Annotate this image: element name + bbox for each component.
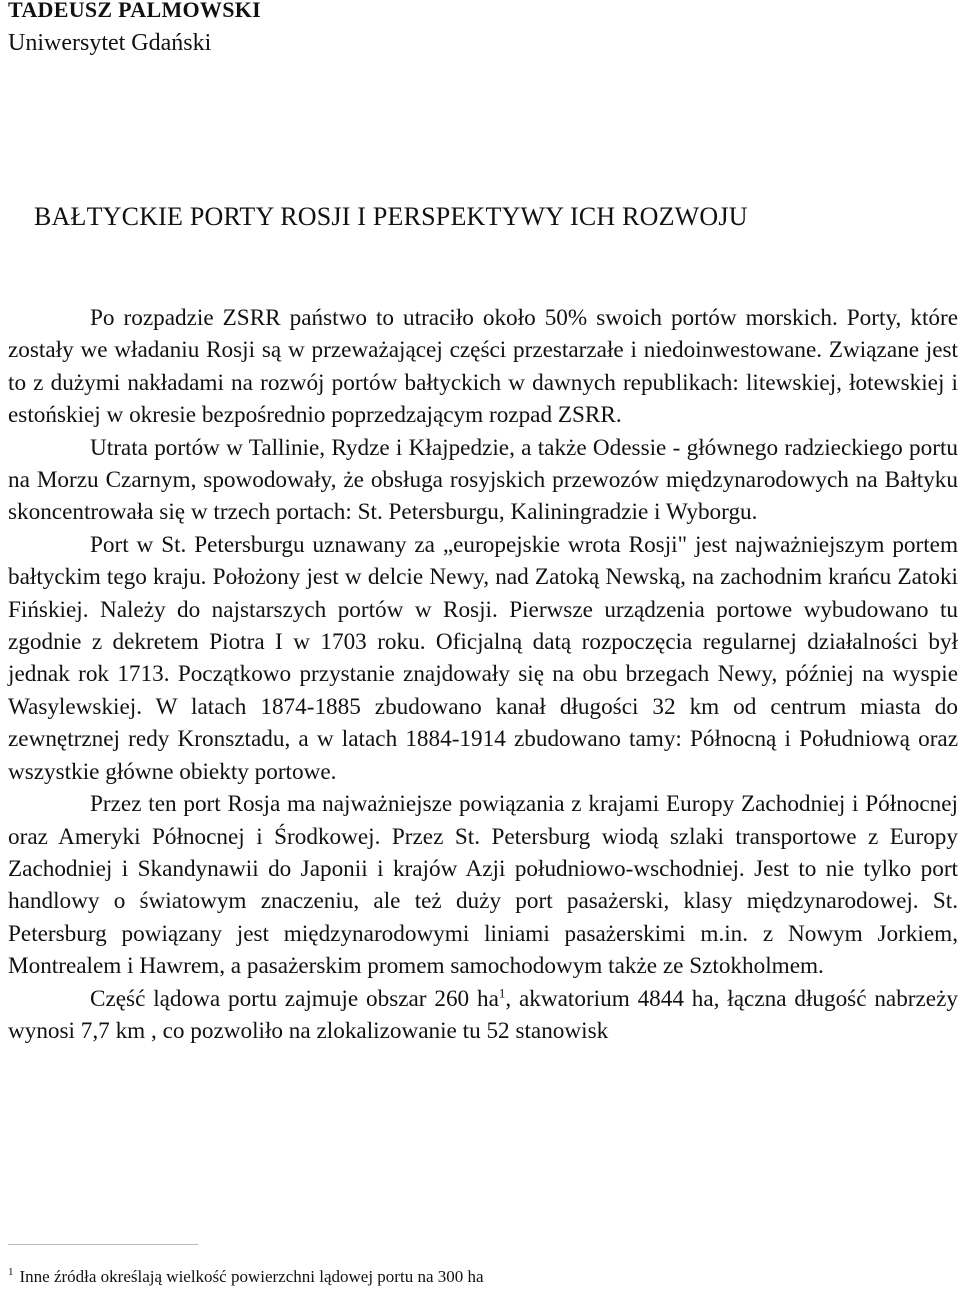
paragraph-text-start: Część lądowa portu zajmuje obszar 260 ha bbox=[90, 985, 499, 1012]
footnote-marker: 1 bbox=[8, 1266, 14, 1279]
paragraph: Port w St. Petersburgu uznawany za „europejskie wrota Rosji" jest najważniejszym portem bałtyckim tego kraju. Położony jest w delcie Newy, nad Zatoką Newską, na zachodnim krańcu Zatoki Fińskiej. Należy do najstarszych portów w Rosji. Pierwsze urządzenia portowe wybudowano tu zgodnie z dekretem Piotra I w 1703 roku. Oficjalną datą rozpoczęcia regularnej działalności był jednak rok 1713. Początkowo przystanie znajdowały się na obu brzegach Newy, później na wyspie Wasylewskiej. W latach 1874-1885 zbudowano kanał długości 32 km od centrum miasta do zewnętrznej redy Kronsztadu, a w latach 1884-1914 zbudowano tamy: Północną i Południową oraz wszystkie główne obiekty portowe. bbox=[8, 531, 958, 785]
paragraph-with-footnote bbox=[8, 983, 958, 1048]
footnote-text: Inne źródła określają wielkość powierzchni lądowej portu na 300 ha bbox=[19, 1267, 484, 1286]
footnote-separator bbox=[8, 1244, 198, 1245]
paragraph-text-end: , akwatorium 4844 ha, łączna długość nabrzeży wynosi 7,7 km , co pozwoliło na zlokalizowanie tu 52 stanowisk bbox=[8, 985, 958, 1044]
footnote bbox=[8, 1266, 484, 1288]
paragraph: Utrata portów w Tallinie, Rydze i Kłajpedzie, a także Odessie - głównego radzieckiego portu na Morzu Czarnym, spowodowały, że obsługa rosyjskich przewozów międzynarodowych na Bałtyku skoncentrowała się w trzech portach: St. Petersburgu, Kaliningradzie i Wyborgu. bbox=[8, 434, 958, 526]
author-name: TADEUSZ PALMOWSKI bbox=[8, 0, 262, 22]
author-affiliation: Uniwersytet Gdański bbox=[8, 30, 212, 56]
article-body bbox=[8, 302, 958, 1047]
footnote-reference: 1 bbox=[498, 984, 506, 1000]
paragraph: Po rozpadzie ZSRR państwo to utraciło około 50% swoich portów morskich. Porty, które zostały we władaniu Rosji są w przeważającej części przestarzałe i niedoinwestowane. Związane jest to z dużymi nakładami na rozwój portów bałtyckich w dawnych republikach: litewskiej, łotewskiej i estońskiej w okresie bezpośrednio poprzedzającym rozpad ZSRR. bbox=[8, 305, 958, 429]
article-title: BAŁTYCKIE PORTY ROSJI I PERSPEKTYWY ICH ROZWOJU bbox=[34, 202, 748, 231]
paragraph: Przez ten port Rosja ma najważniejsze powiązania z krajami Europy Zachodniej i Północnej oraz Ameryki Północnej i Środkowej. Przez St. Petersburg wiodą szlaki transportowe z Europy Zachodniej i Skandynawii do Japonii i krajów Azji południowo-wschodniej. Jest to nie tylko port handlowy o światowym znaczeniu, ale też duży port pasażerski, klasy międzynarodowej. St. Petersburg powiązany jest międzynarodowymi liniami pasażerskimi m.in. z Nowym Jorkiem, Montrealem i Hawrem, a pasażerskim promem samochodowym także ze Sztokholmem. bbox=[8, 791, 958, 980]
